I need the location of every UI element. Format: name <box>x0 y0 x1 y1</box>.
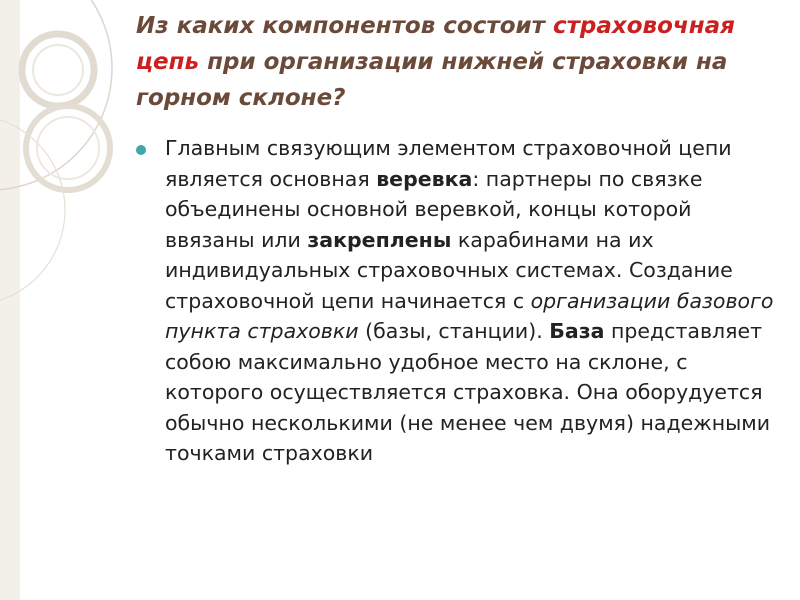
text-segment: (базы, станции). <box>358 319 550 343</box>
bold-term-rope: веревка <box>376 166 473 191</box>
italic-term-anchor: организации базового пункта страховки <box>165 288 774 343</box>
bullet-icon <box>136 145 146 155</box>
deco-ring-middle <box>26 106 110 190</box>
deco-ring-top-inner <box>33 45 83 95</box>
text-segment: : партнеры по связке объединены основной веревкой, концы которой ввязаны или <box>165 166 703 252</box>
title-part-1: Из каких компонентов состоит <box>136 13 553 39</box>
bullet-item <box>136 133 776 469</box>
title-accent: страховочная цепь <box>136 13 735 75</box>
slide-title <box>136 8 776 116</box>
bold-term-base: База <box>549 319 605 343</box>
left-edge-band <box>0 0 20 600</box>
title-part-2: при организации нижней страховки на горном склоне? <box>136 49 728 111</box>
text-segment: Главным связующим элементом страховочной цепи является основная <box>165 136 732 191</box>
decorative-rings <box>0 0 140 600</box>
text-segment: карабинами на их индивидуальных страховочных системах. Создание страховочной цепи начинается с <box>165 227 733 313</box>
text-segment: представляет собою максимально удобное место на склоне, с которого осуществляется страховка. Она оборудуется обычно несколькими (не менее чем двумя) надежными точками страховки <box>165 319 771 465</box>
deco-ring-middle-inner <box>37 117 99 179</box>
bold-term-secured: закреплены <box>307 227 452 252</box>
bullet-text <box>165 133 776 469</box>
